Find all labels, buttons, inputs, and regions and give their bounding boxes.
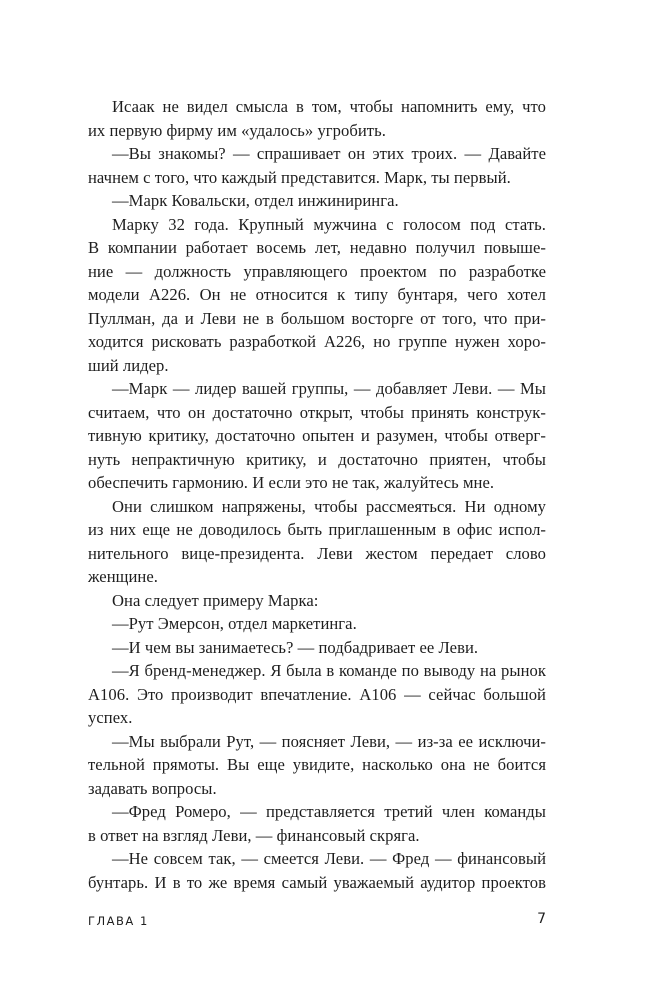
chapter-label: ГЛАВА 1: [88, 914, 149, 928]
text-line: в ответ на взгляд Леви, — финансовый скряга.: [88, 825, 420, 845]
text-line: из них еще не доводилось быть приглашенным в офис испол-: [88, 520, 546, 539]
body-text: [88, 95, 546, 894]
text-line: В компании работает восемь лет, недавно получил повыше-: [88, 238, 546, 257]
text-line: бунтарь. И в то же время самый уважаемый аудитор проектов: [88, 872, 546, 892]
text-line: А106. Это производит впечатление. А106 — сейчас большой: [88, 684, 546, 704]
text-line: ходится рисковать разработкой А226, но группе нужен хоро-: [88, 332, 546, 351]
text-line: Она следует примеру Марка:: [112, 590, 319, 610]
text-line: модели А226. Он не относится к типу бунтаря, чего хотел: [88, 285, 546, 304]
text-line: нуть непрактичную критику, и достаточно приятен, чтобы: [88, 449, 546, 469]
text-line: задавать вопросы.: [88, 778, 217, 798]
text-line: —Рут Эмерсон, отдел маркетинга.: [112, 614, 357, 633]
text-line: Марку 32 года. Крупный мужчина с голосом под стать.: [112, 214, 546, 234]
text-line: тивную критику, достаточно опытен и разумен, чтобы отверг-: [88, 426, 546, 445]
text-line: тельной прямоты. Вы еще увидите, насколько она не боится: [88, 755, 546, 774]
text-line: —Вы знакомы? — спрашивает он этих троих. — Давайте: [112, 144, 546, 163]
text-line: нительного вице-президента. Леви жестом передает слово: [88, 543, 546, 563]
text-line: —И чем вы занимаетесь? — подбадривает ее Леви.: [112, 637, 479, 657]
text-line: —Марк — лидер вашей группы, — добавляет Леви. — Мы: [112, 379, 546, 398]
text-line: ние — должность управляющего проектом по разработке: [88, 261, 546, 281]
text-line: ший лидер.: [88, 355, 169, 375]
text-line: считаем, что он достаточно открыт, чтобы принять конструк-: [88, 402, 546, 422]
text-line: Исаак не видел смысла в том, чтобы напомнить ему, что: [112, 97, 546, 116]
text-line: Пуллман, да и Леви не в большом восторге от того, что при-: [88, 308, 546, 328]
text-line: Они слишком напряжены, чтобы рассмеяться. Ни одному: [112, 496, 546, 516]
text-line: —Фред Ромеро, — представляется третий член команды: [112, 802, 546, 821]
page-number: 7: [537, 911, 546, 927]
text-line: —Мы выбрали Рут, — поясняет Леви, — из-за ее исключи-: [112, 731, 546, 751]
text-line: успех.: [88, 708, 133, 727]
text-line: —Марк Ковальски, отдел инжиниринга.: [112, 191, 399, 210]
text-line: обеспечить гармонию. И если это не так, жалуйтесь мне.: [88, 473, 495, 492]
text-line: их первую фирму им «удалось» угробить.: [88, 120, 386, 140]
text-line: —Не совсем так, — смеется Леви. — Фред — финансовый: [112, 849, 546, 868]
text-line: женщине.: [88, 567, 158, 586]
text-line: —Я бренд-менеджер. Я была в команде по выводу на рынок: [112, 661, 546, 680]
text-line: начнем с того, что каждый представится. Марк, ты первый.: [88, 167, 511, 187]
